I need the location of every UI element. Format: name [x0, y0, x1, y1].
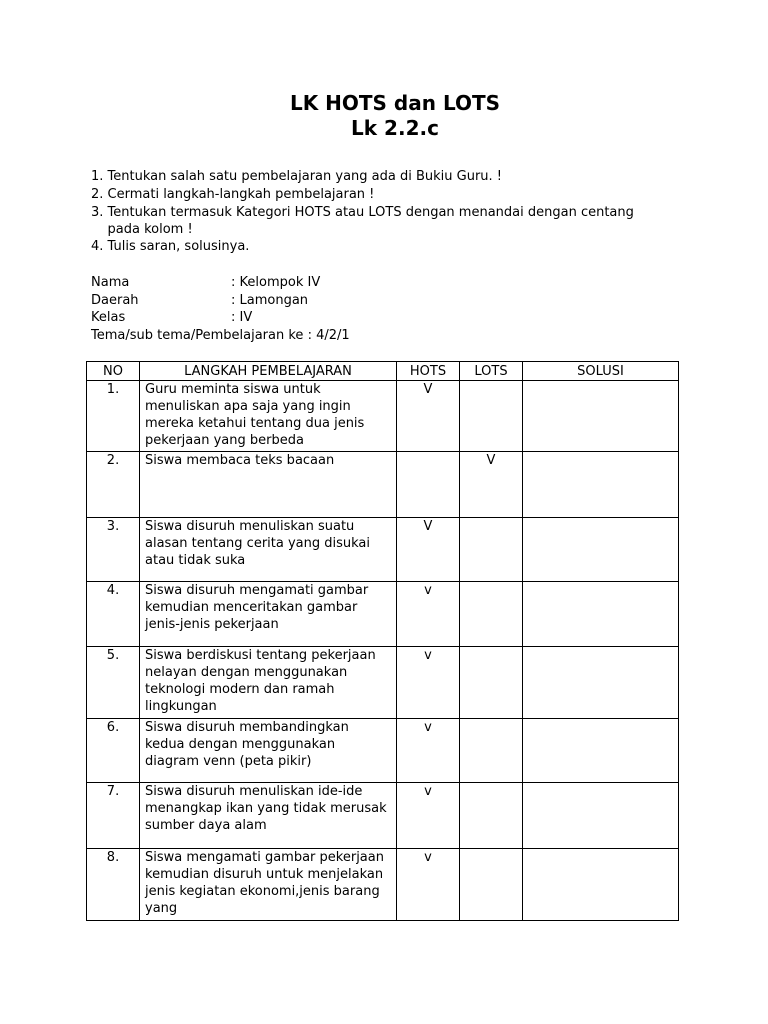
- row-lots: [460, 582, 523, 647]
- row-solusi: [523, 719, 679, 783]
- row-no: 5.: [87, 647, 140, 719]
- header-hots: HOTS: [397, 362, 460, 381]
- document-title: LK HOTS dan LOTS: [289, 91, 501, 115]
- info-kelas: [91, 309, 252, 326]
- table-row: [87, 849, 679, 921]
- row-no: 3.: [87, 518, 140, 582]
- row-solusi: [523, 381, 679, 452]
- instruction-2: 2. Cermati langkah-langkah pembelajaran !: [91, 187, 375, 202]
- table-row: [87, 452, 679, 518]
- instruction-3: 3. Tentukan termasuk Kategori HOTS atau LOTS dengan menandai dengan centang: [91, 205, 634, 220]
- row-lots: V: [460, 452, 523, 518]
- info-nama-label: Nama: [91, 275, 130, 290]
- row-step: Siswa disuruh membandingkan kedua dengan menggunakan diagram venn (peta pikir): [140, 719, 397, 783]
- row-hots: v: [397, 719, 460, 783]
- row-step: Siswa disuruh menuliskan suatu alasan tentang cerita yang disukai atau tidak suka: [140, 518, 397, 582]
- info-daerah: [91, 292, 308, 309]
- table-row: [87, 647, 679, 719]
- row-solusi: [523, 647, 679, 719]
- info-daerah-label: Daerah: [91, 293, 139, 308]
- table-row: [87, 518, 679, 582]
- row-solusi: [523, 783, 679, 849]
- row-hots: v: [397, 849, 460, 921]
- table-row: [87, 783, 679, 849]
- instruction-1: 1. Tentukan salah satu pembelajaran yang ada di Bukiu Guru. !: [91, 169, 503, 184]
- row-hots: v: [397, 647, 460, 719]
- info-daerah-value: : Lamongan: [231, 293, 309, 308]
- row-hots: v: [397, 783, 460, 849]
- table-header-row: [87, 362, 679, 381]
- row-lots: [460, 783, 523, 849]
- header-langkah: LANGKAH PEMBELAJARAN: [140, 362, 397, 381]
- row-no: 8.: [87, 849, 140, 921]
- instruction-3-continued: pada kolom !: [91, 222, 193, 237]
- row-no: 4.: [87, 582, 140, 647]
- row-step: Guru meminta siswa untuk menuliskan apa saja yang ingin mereka ketahui tentang dua jenis pekerjaan yang berbeda: [140, 381, 397, 452]
- row-no: 6.: [87, 719, 140, 783]
- instruction-4: 4. Tulis saran, solusinya.: [91, 239, 250, 254]
- row-solusi: [523, 582, 679, 647]
- header-lots: LOTS: [460, 362, 523, 381]
- row-step: Siswa disuruh mengamati gambar kemudian menceritakan gambar jenis-jenis pekerjaan: [140, 582, 397, 647]
- row-step: Siswa berdiskusi tentang pekerjaan nelayan dengan menggunakan teknologi modern dan ramah lingkungan: [140, 647, 397, 719]
- row-no: 7.: [87, 783, 140, 849]
- row-solusi: [523, 452, 679, 518]
- info-nama-value: : Kelompok IV: [231, 275, 321, 290]
- row-no: 2.: [87, 452, 140, 518]
- info-nama: [91, 274, 320, 291]
- row-solusi: [523, 849, 679, 921]
- row-lots: [460, 518, 523, 582]
- row-hots: V: [397, 381, 460, 452]
- row-hots: V: [397, 518, 460, 582]
- info-kelas-label: Kelas: [91, 310, 126, 325]
- row-no: 1.: [87, 381, 140, 452]
- row-step: Siswa mengamati gambar pekerjaan kemudian disuruh untuk menjelakan jenis kegiatan ekonomi,jenis barang yang: [140, 849, 397, 921]
- info-tema: Tema/sub tema/Pembelajaran ke : 4/2/1: [91, 328, 350, 343]
- row-hots: v: [397, 582, 460, 647]
- info-kelas-value: : IV: [231, 310, 253, 325]
- header-solusi: SOLUSI: [523, 362, 679, 381]
- document-subtitle: Lk 2.2.c: [351, 116, 439, 140]
- row-hots: [397, 452, 460, 518]
- lesson-steps-table: [86, 361, 679, 921]
- row-step: Siswa disuruh menuliskan ide-ide menangkap ikan yang tidak merusak sumber daya alam: [140, 783, 397, 849]
- row-solusi: [523, 518, 679, 582]
- header-no: NO: [87, 362, 140, 381]
- row-lots: [460, 849, 523, 921]
- row-lots: [460, 381, 523, 452]
- table-row: [87, 582, 679, 647]
- table-row: [87, 719, 679, 783]
- row-lots: [460, 719, 523, 783]
- table-row: [87, 381, 679, 452]
- row-step: Siswa membaca teks bacaan: [140, 452, 397, 518]
- row-lots: [460, 647, 523, 719]
